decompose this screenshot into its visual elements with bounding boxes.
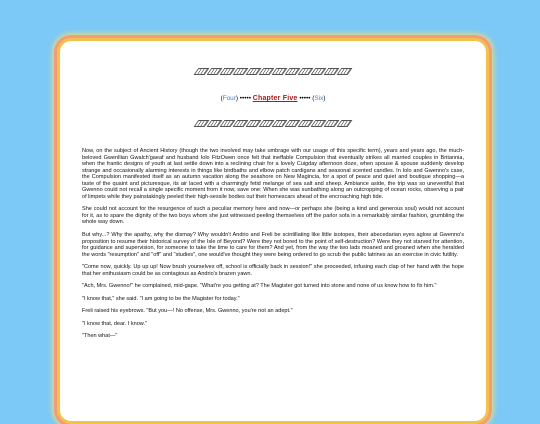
chapter-text (82, 148, 464, 340)
chapter-title: Chapter Five (252, 95, 298, 102)
paragraph: "I know that," she said. "I am going to be the Magister for today." (82, 295, 240, 302)
content-frame (57, 38, 489, 424)
next-chapter-link[interactable]: Six (314, 95, 324, 102)
paragraph: But why...? Why the apathy, why the dismay? Why wouldn't Andrio and Freli be scintillating like little isotopes, their abecedarian eyes aglow at Gwenno's proposition to resume their historical survey of the Isle of Beyond? Were they not bored to the point of self-destruction? Were they not starved for attention, for guidance and supervision, for someone to take the time to care for them? And yet, from the way the two lads moaned and groaned when she heralded the words "resumption" and "off" and "studies", one would've thought they were being ordered to go scrub the public latrines as an exercise in civic futility. (82, 232, 464, 258)
paragraph: "Ach, Mrs. Gwenno!" he complained, mid-gape. "What're you getting at? The Magister got turned into stone and none of us know how to fix him." (82, 283, 437, 290)
paragraph: "Then what—" (82, 333, 118, 340)
left-arrows: ••••• (239, 95, 251, 102)
paragraph: "Come now, quickly. Up up up! Now brush yourselves off, school is officially back in session!" she proceeded, infusing each clap of her hand with the hope that her enthusiasm could be as contagious as Andrio's brazen yawn. (82, 264, 464, 277)
paragraph: She could not account for the resurgence of such a peculiar memory here and now—or perhaps she (being a kind and generous soul) would not account for it, as to spare the dignity of the two boys whom she just witnessed peeling themselves off the parlor sofa in a remarkably similar fashion, grumbling the whole way down. (82, 206, 464, 226)
bottom-ornament-divider (82, 120, 464, 128)
paragraph: Freli raised his eyebrows. "But you—! No offense, Mrs. Gwenno, you're not an adept." (82, 308, 293, 315)
paragraph: "I know that, dear. I know." (82, 320, 147, 327)
right-arrows: ••••• (299, 95, 311, 102)
top-ornament-divider (82, 68, 464, 76)
chapter-heading: (Four) ••••• Chapter Five ••••• (Six) (220, 95, 326, 102)
page-body (82, 41, 464, 421)
paragraph: Now, on the subject of Ancient History (though the two involved may take umbrage with our usage of this specific term), years and years ago, the much-beloved Gwenllian Gwalch'gaeaf and husband Iolo FitzOwen once felt that ineffable Compulsion that eventually strikes all married couples in Britannia, when the frantic designs of youth at last settle down into a reclining chair for a lovely Cuigday afternoon doze, when spouse & spouse suddenly develop strange and occasionally alarming interests in things like birdbaths and elbow patch cardigans and seasonal scented candles. In Iolo and Gwenno's case, the Compulsion manifested itself as an autumn vacation along the seashore on New Magincia, for a spot of peace and quiet and boutique shopping—a taste of the quaint and picturesque, its air laced with a charmingly fetid melange of sea salt and sheep. Ambiance aside, the trip was so uneventful that Gwenno could not recall a single specific moment from it now, save one: When she was sunbathing along an outcropping of ocean rocks, observing a pair of limpets while they painstakingly peeled their high-sessile bodies out their homescars ahead of the encroaching high tide. (82, 148, 464, 200)
prev-chapter-link[interactable]: Four (222, 95, 236, 102)
